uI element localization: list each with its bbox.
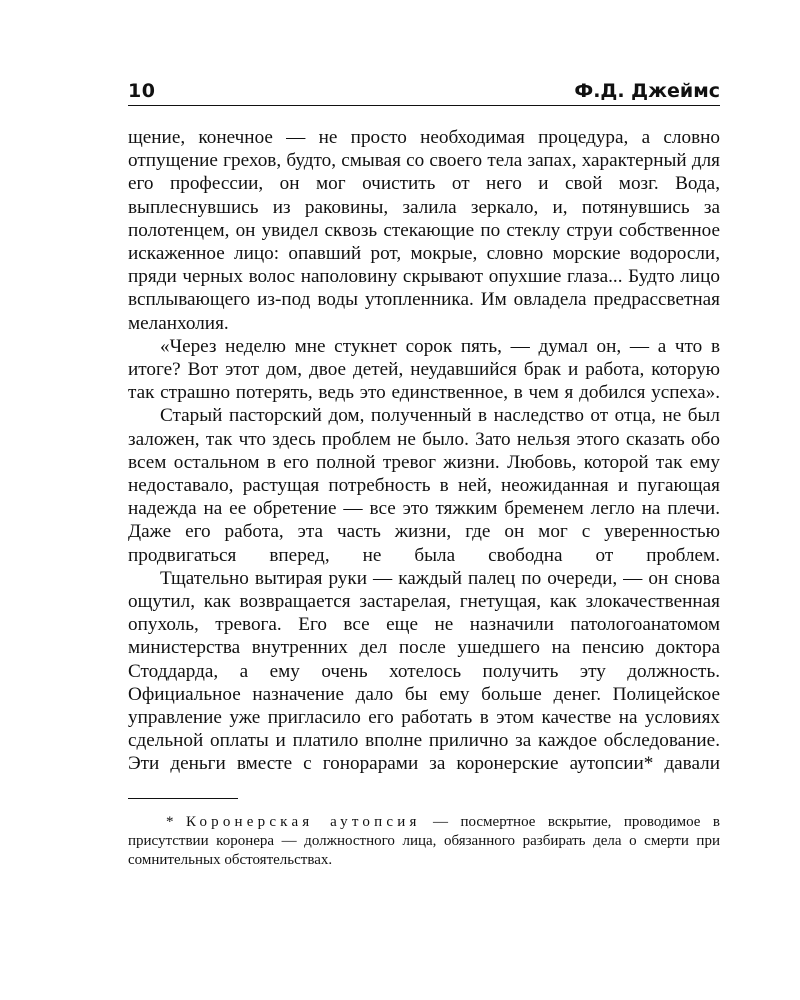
footnote-divider (128, 798, 238, 799)
author-name: Ф.Д. Джеймс (574, 80, 720, 102)
paragraph-1: щение, конечное — не просто необходимая процедура, а словно отпущение грехов, будто, смывая со своего тела запах, характерный для его профессии, он мог очистить от него и свой мозг. Вода, выплеснувшись из раковины, залила зеркало, и, потянувшись за полотенцем, он увидел сквозь стекающие по стеклу струи собственное искаженное лицо: опавший рот, мокрые, словно морские водоросли, пряди черных волос наполовину скрывают опухшие глаза... Будто лицо всплывающего из-под воды утопленника. Им овладела предрассветная меланхолия. (128, 127, 720, 334)
book-page (128, 80, 720, 870)
footnote-term: Коронерская аутопсия (185, 813, 421, 830)
body-text (128, 126, 720, 776)
page-number: 10 (128, 80, 156, 102)
footnote-text: — посмертное вскрытие, проводимое в присутствии коронера — должностного лица, обязанного разбирать дела о смерти при сомнительных обстоятельствах. (128, 813, 721, 868)
running-header (128, 80, 720, 106)
paragraph-2: «Через неделю мне стукнет сорок пять, — думал он, — а что в итоге? Вот этот дом, двое детей, неудавшийся брак и работа, которую так страшно потерять, ведь это единственное, в чем я добился успеха». (128, 335, 720, 404)
paragraph-3: Старый пасторский дом, полученный в наследство от отца, не был заложен, так что здесь проблем не было. Зато нельзя этого сказать обо всем остальном в его полной тревог жизни. Любовь, которой так ему недоставало, растущая потребность в ней, неожиданная и пугающая надежда на ее обретение — все это тяжким бременем легло на плечи. Даже его работа, эта часть жизни, где он мог с уверенностью продвигаться вперед, не была свободна от проблем. (128, 405, 720, 566)
footnote (128, 813, 720, 870)
footnote-marker: * (166, 813, 186, 830)
paragraph-4: Тщательно вытирая руки — каждый палец по очереди, — он снова ощутил, как возвращается застарелая, гнетущая, как злокачественная опухоль, тревога. Его все еще не назначили патологоанатомом министерства внутренних дел после ушедшего на пенсию доктора Стоддарда, а ему очень хотелось получить эту должность. Официальное назначение дало бы ему больше денег. Полицейское управление уже пригласило его работать в этом качестве на условиях сдельной оплаты и платило вполне прилично за каждое обследование. Эти деньги вместе с гонорарами за коронерские аутопсии* давали (128, 567, 720, 775)
